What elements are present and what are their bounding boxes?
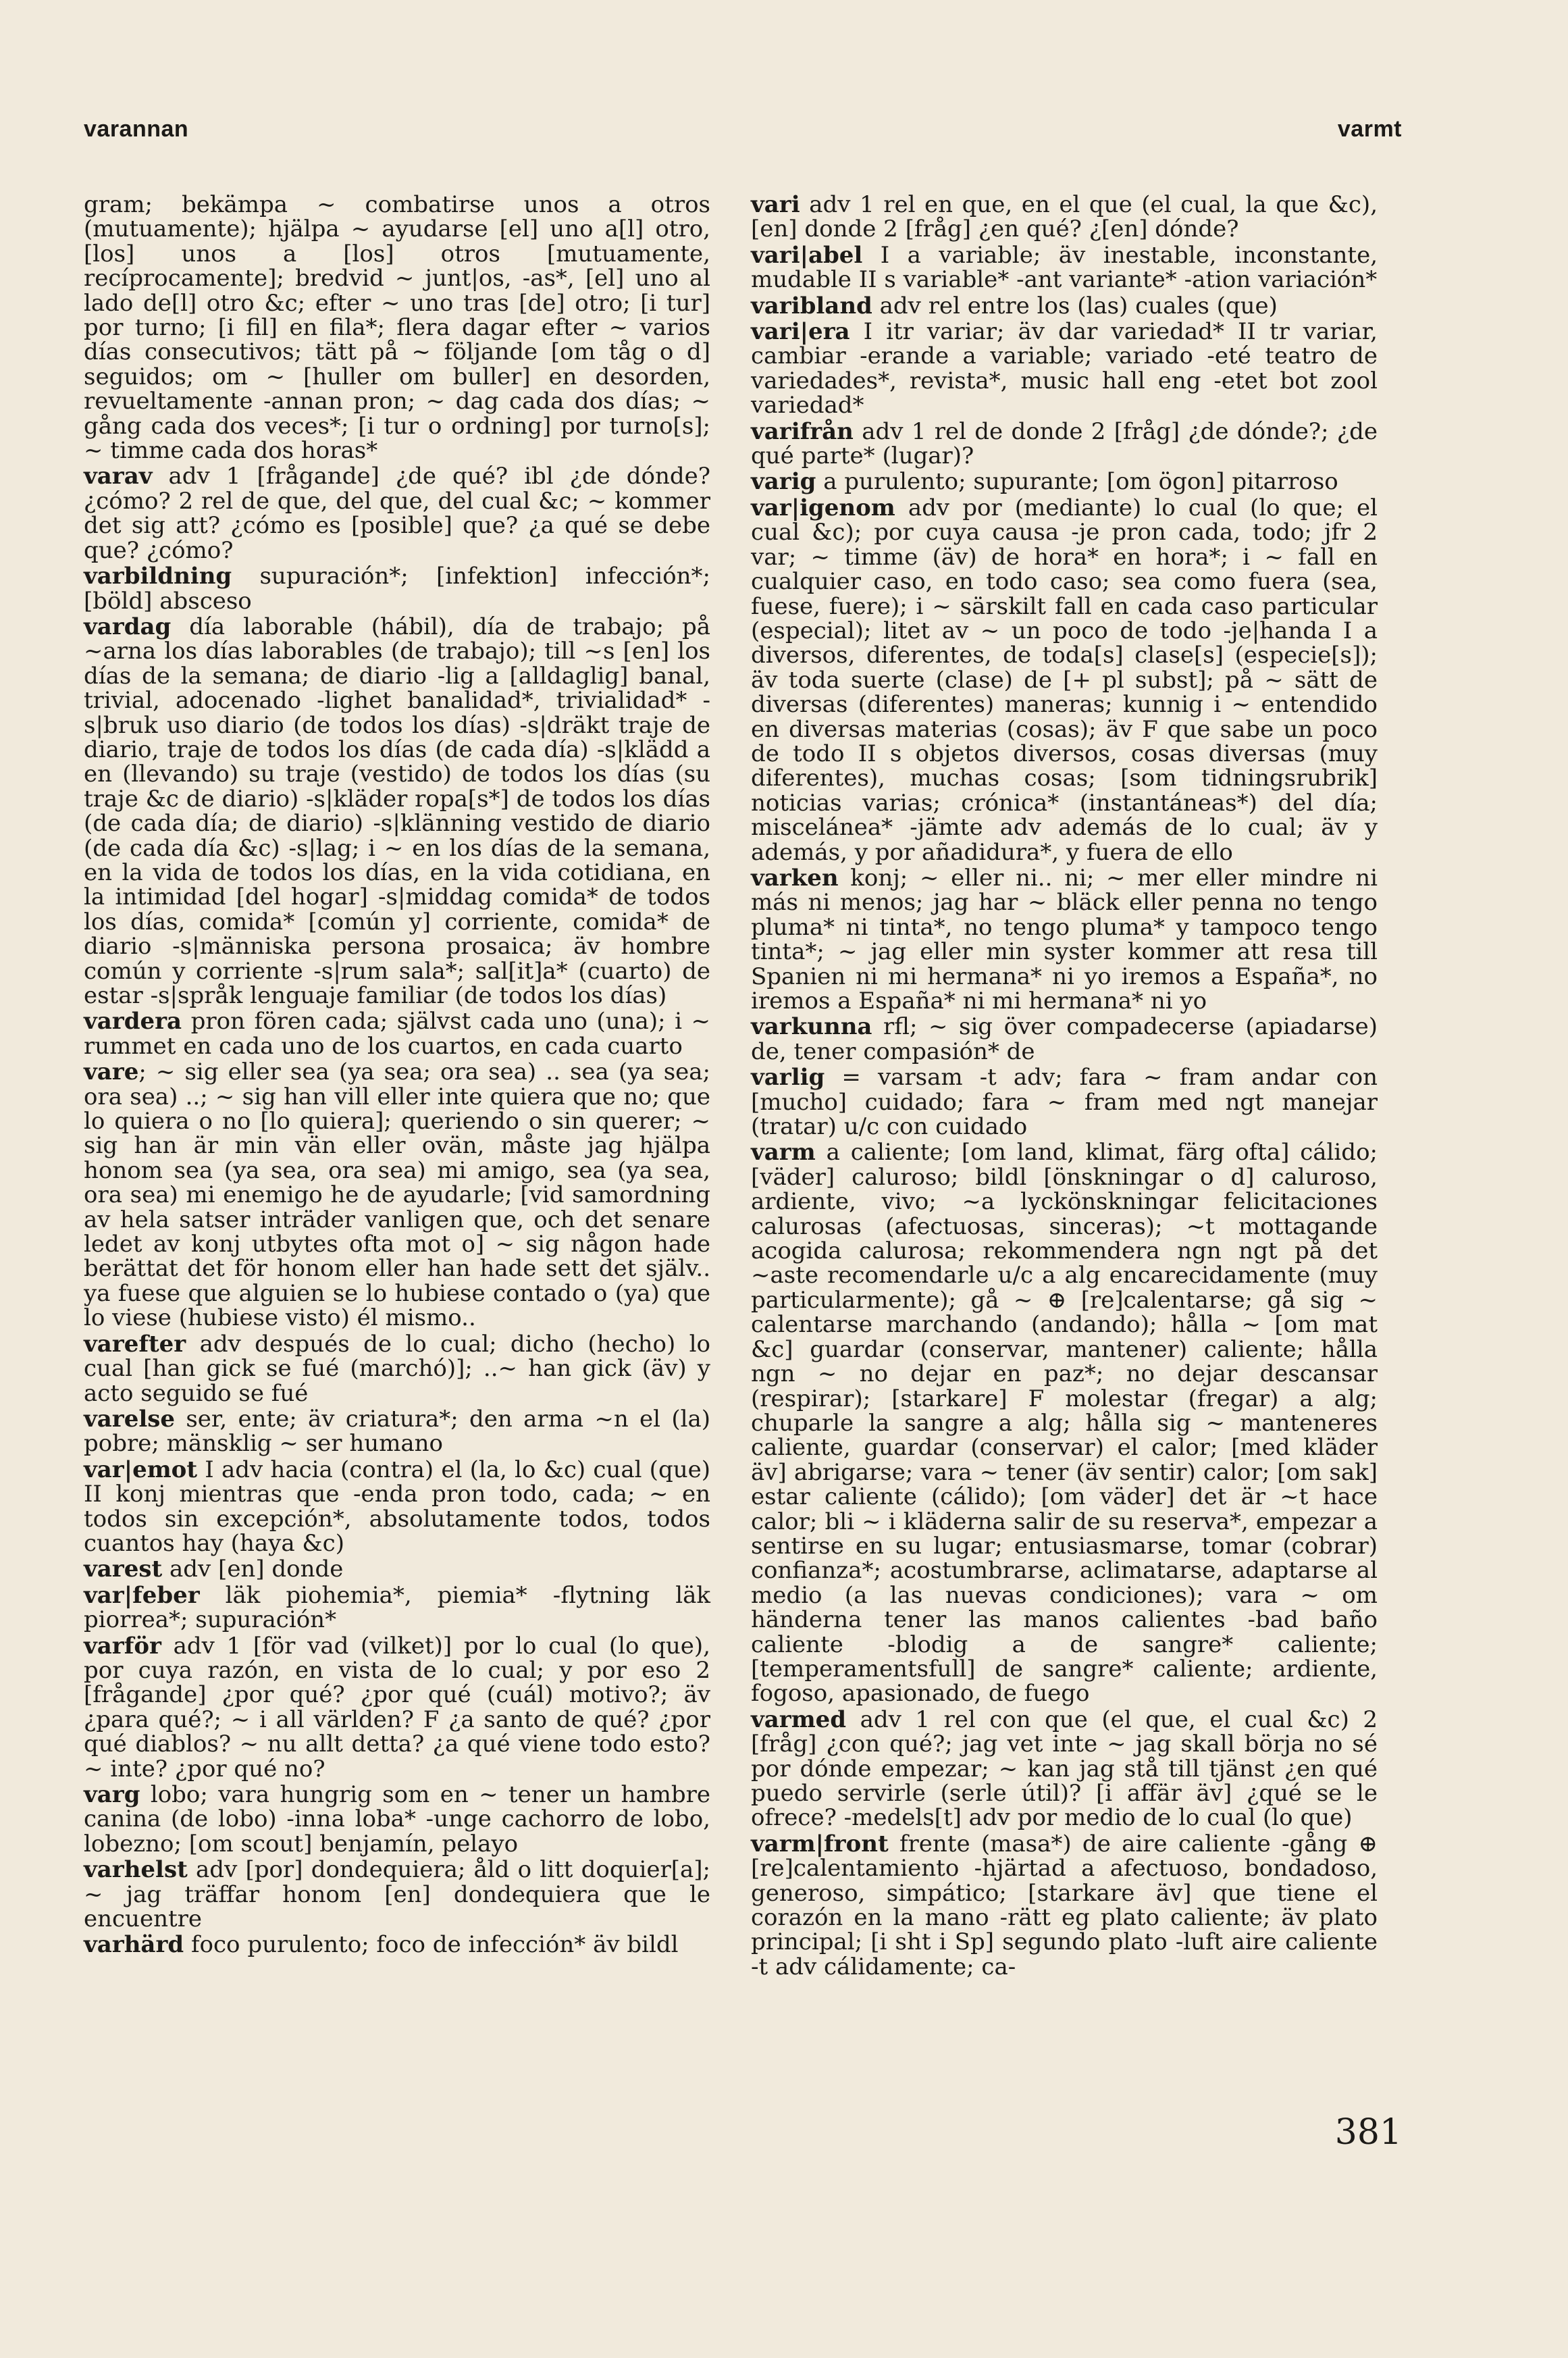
entry-body: adv 1 [frågande] ¿de qué? ibl ¿de dónde? ¿cómo? 2 rel de que, del que, del cual &c; ~ kommer det sig att? ¿cómo es [posible] que? ¿a qué se debe que? ¿cómo?	[84, 463, 711, 564]
entry-body: läk piohemia*, piemia* -flytning läk piorrea*; supuración*	[84, 1581, 710, 1634]
headword: vari|era	[751, 318, 850, 346]
headword: var|feber	[84, 1581, 200, 1609]
entry	[84, 1857, 710, 1931]
headword: var|igenom	[751, 494, 895, 521]
headword: varibland	[751, 292, 872, 319]
entry	[84, 615, 710, 1008]
headword: varav	[84, 463, 153, 490]
headword: varm|front	[751, 1830, 889, 1857]
entry	[84, 564, 710, 613]
entry-body: I adv hacia (contra) el (la, lo &c) cual (que) II konj mientras que -enda pron todo, cada; ~ en todos sin excepción*, absolutamente todos, todos cuantos hay (haya &c)	[84, 1456, 710, 1557]
page-number: 381	[1334, 2112, 1402, 2153]
entry	[751, 866, 1378, 1013]
entry	[751, 1015, 1378, 1064]
entry	[751, 243, 1378, 292]
entry	[751, 469, 1378, 494]
entry-body: gram; bekämpa ~ combatirse unos a otros (mutuamente); hjälpa ~ ayudarse [el] uno a[l] otro, [los] unos a [los] otros [mutuamente, recíprocamente]; bredvid ~ junt|os, -as*, [el] uno al lado de[l] otro &c; efter ~ uno tras [de] otro; [i tur] por turno; [i fil] en fila*; flera dagar efter ~ varios días consecutivos; tätt på ~ följande [om tåg o d] seguidos; om ~ [huller om buller] en desorden, revueltamente -annan pron; ~ dag cada dos días; ~ gång cada dos veces*; [i tur o ordning] por turno[s]; ~ timme cada dos horas*	[84, 191, 710, 465]
right-column	[751, 193, 1378, 1979]
entry	[84, 1458, 710, 1556]
entry-body: supuración*; [infektion] infección*; [böld] absceso	[84, 563, 710, 615]
headword: varig	[751, 468, 816, 496]
entry-body: adv 1 rel de donde 2 [fråg] ¿de dónde?; ¿de qué parte* (lugar)?	[751, 417, 1378, 470]
entry-body: ser, ente; äv criatura*; den arma ~n el (la) pobre; mänsklig ~ ser humano	[84, 1405, 710, 1458]
entry-body: frente (masa*) de aire caliente -gång ⊕ [re]calentamiento -hjärtad a afectuoso, bondadoso, generoso, simpático; [starkare äv] que tiene el corazón en la mano -rätt eg plato caliente; äv plato principal; [i sht i Sp] segundo plato -luft aire caliente -t adv cálidamente; ca-	[751, 1830, 1378, 1980]
entry	[84, 1557, 710, 1581]
entry	[751, 1832, 1378, 1979]
entry	[751, 1065, 1378, 1139]
headword: varhärd	[84, 1931, 184, 1959]
entry-body: = varsam -t adv; fara ~ fram andar con [mucho] cuidado; fara ~ fram med ngt manejar (tratar) u/c con cuidado	[751, 1064, 1378, 1141]
entry-body: adv 1 rel con que (el que, el cual &c) 2 [fråg] ¿con qué?; jag vet inte ~ jag skall börja no sé por dónde empezar; ~ kan jag stå till tjänst ¿en qué puedo servirle (serle útil)? [i affär äv] ¿qué se le ofrece? -medels[t] adv por medio de lo cual (lo que)	[751, 1706, 1378, 1832]
headword: varbildning	[84, 563, 232, 590]
headword: vardera	[84, 1008, 182, 1035]
entry	[751, 294, 1378, 318]
entry-body: adv 1 rel en que, en el que (el cual, la que &c), [en] donde 2 [fråg] ¿en qué? ¿[en] dónde?	[751, 191, 1378, 243]
entry	[751, 193, 1378, 242]
headword: varefter	[84, 1330, 186, 1358]
headword: var|emot	[84, 1456, 198, 1483]
headword: varg	[84, 1781, 140, 1808]
entry	[84, 1407, 710, 1456]
headword: varför	[84, 1632, 161, 1660]
entry-body: konj; ~ eller ni.. ni; ~ mer eller mindre ni más ni menos; jag har ~ bläck eller penna no tengo pluma* ni tinta*, no tengo pluma* y tampoco tengo tinta*; ~ jag eller min syster kommer att resa till Spanien ni mi hermana* ni yo iremos a España*, no iremos a España* ni mi hermana* ni yo	[751, 864, 1378, 1015]
entry	[84, 1634, 710, 1781]
entry	[751, 319, 1378, 418]
entry	[751, 1140, 1378, 1706]
entry-body: a caliente; [om land, klimat, färg ofta] cálido; [väder] caluroso; bildl [önskningar o d] caluroso, ardiente, vivo; ~a lyckönskningar felicitaciones calurosas (afectuosas, sinceras); ~t mottagande acogida calurosa; rekommendera ngn ngt på det ~aste recomendarle u/c a alg encarecidamente (muy particularmente); gå ~ ⊕ [re]calentarse; gå sig ~ calentarse marchando (andando); hålla ~ [om mat &c] guardar (conservar, mantener) caliente; hålla ngn ~ no dejar en paz*; no dejar descansar (respirar); [starkare] F molestar (fregar) a alg; chuparle la sangre a alg; hålla sig ~ manteneres caliente, guardar (conservar) el calor; [med kläder äv] abrigarse; vara ~ tener (äv sentir) calor; [om sak] estar caliente (cálido); [om väder] det är ~t hace calor; bli ~ i kläderna salir de su reserva*, empezar a sentirse en su lugar; entusiasmarse, tomar (cobrar) confianza*; acostumbrarse, aclimatarse, adaptarse al medio (a las nuevas condiciones); vara ~ om händerna tener las manos calientes -bad baño caliente -blodig a de sangre* caliente; [temperamentsfull] de sangre* caliente; ardiente, fogoso, apasionado, de fuego	[751, 1139, 1378, 1708]
headword: varhelst	[84, 1856, 188, 1884]
headword: vari|abel	[751, 241, 863, 269]
entry-body: adv 1 [för vad (vilket)] por lo cual (lo que), por cuya razón, en vista de lo cual; y por eso 2 [frågande] ¿por qué? ¿por qué (cuál) motivo?; äv ¿para qué?; ~ i all världen? F ¿a santo de qué? ¿por qué diablos? ~ nu allt detta? ¿a qué viene todo esto? ~ inte? ¿por qué no?	[84, 1632, 710, 1783]
entry-body: adv por (mediante) lo cual (lo que; el cual &c); por cuya causa -je pron cada, todo; jfr 2 var; ~ timme (äv) de hora* en hora*; i ~ fall en cualquier caso, en todo caso; sea como fuera (sea, fuese, fuere); i ~ särskilt fall en cada caso particular (especial); litet av ~ un poco de todo -je|handa I a diversos, diferentes, de toda[s] clase[s] (especie[s]); äv toda suerte (clase) de [+ pl subst]; på ~ sätt de diversas (diferentes) maneras; kunnig i ~ entendido en diversas materias (cosas); äv F que sabe un poco de todo II s objetos diversos, cosas diversas (muy diferentes), muchas cosas; [som tidningsrubrik] noticias varias; crónica* (instantáneas*) del día; miscelánea* -jämte adv además de lo cual; äv y además, y por añadidura*, y fuera de ello	[751, 494, 1378, 866]
running-head-left: varannan	[84, 116, 189, 142]
entry-body: lobo; vara hungrig som en ~ tener un hambre canina (de lobo) -inna loba* -unge cachorro de lobo, lobezno; [om scout] benjamín, pelayo	[84, 1781, 710, 1857]
entry-body: adv después de lo cual; dicho (hecho) lo cual [han gick se fué (marchó)]; ..~ han gick (äv) y acto seguido se fué	[84, 1330, 710, 1407]
entry-body: foco purulento; foco de infección* äv bildl	[190, 1931, 679, 1959]
entry-body: día laborable (hábil), día de trabajo; på ~arna los días laborables (de trabajo); till ~s [en] los días de la semana; de diario -lig a [alldaglig] banal, trivial, adocenado -lighet banalidad*, trivialidad* -s|bruk uso diario (de todos los días) -s|dräkt traje de diario, traje de todos los días (de cada día) -s|klädd a en (llevando) su traje (vestido) de todos los días (su traje &c de diario) -s|kläder ropa[s*] de todos los días (de cada día; de diario) -s|klänning vestido de diario (de cada día &c) -s|lag; i ~ en los días de la semana, en la vida de todos los días, en la vida cotidiana, en la intimidad [del hogar] -s|middag comida* de todos los días, comida* [común y] corriente, comida* de diario -s|människa persona prosaica; äv hombre común y corriente -s|rum sala*; sal[it]a* (cuarto) de estar -s|språk lenguaje familiar (de todos los días)	[84, 613, 711, 1009]
entry	[84, 464, 710, 563]
entry	[84, 1583, 710, 1633]
headword: varm	[751, 1139, 816, 1167]
entry-body: a purulento; supurante; [om ögon] pitarroso	[823, 468, 1338, 496]
headword: varkunna	[751, 1013, 872, 1041]
entry	[84, 1332, 710, 1406]
entry	[751, 496, 1378, 865]
entry-body: pron fören cada; självst cada uno (una); i ~ rummet en cada uno de los cuartos, en cada cuarto	[84, 1008, 711, 1060]
entry-body: adv rel entre los (las) cuales (que)	[879, 292, 1278, 319]
headword: varifrån	[751, 417, 854, 445]
entry	[84, 1060, 710, 1330]
headword: varken	[751, 864, 839, 892]
entry-body: adv [por] dondequiera; åld o litt doquier[a]; ~ jag träffar honom [en] dondequiera que le encuentre	[84, 1856, 710, 1933]
left-column	[84, 193, 710, 1957]
entry-body: adv [en] donde	[169, 1556, 344, 1583]
headword: varelse	[84, 1405, 176, 1433]
headword: varlig	[751, 1064, 825, 1092]
entry	[751, 419, 1378, 469]
entry-body: ; ~ sig eller sea (ya sea; ora sea) .. sea (ya sea; ora sea) ..; ~ sig han vill eller inte quiera que no; que lo quiera o no [lo quiera]; queriendo o sin querer; ~ sig han är min vän eller ovän, måste jag hjälpa honom sea (ya sea, ora sea) mi amigo, sea (ya sea, ora sea) mi enemigo he de ayudarle; [vid samordning av hela satser inträder vanligen que, och det senare ledet av konj utbytes ofta mot o] ~ sig någon hade berättat det för honom eller han hade sett det själv.. ya fuese que alguien se lo hubiese contado o (ya) que lo viese (hubiese visto) él mismo..	[84, 1058, 710, 1332]
headword: varest	[84, 1556, 163, 1583]
entry	[84, 1932, 710, 1957]
headword: varmed	[751, 1706, 847, 1733]
entry	[84, 1009, 710, 1058]
headword: vare	[84, 1058, 139, 1086]
entry	[84, 193, 710, 463]
headword: vardag	[84, 613, 172, 640]
entry-body: I itr variar; äv dar variedad* II tr variar, cambiar -erande a variable; variado -eté teatro de variedades*, revista*, music hall eng -etet bot zool variedad*	[751, 318, 1378, 419]
running-head-right: varmt	[1337, 116, 1402, 142]
entry-body: rfl; ~ sig över compadecerse (apiadarse) de, tener compasión* de	[751, 1013, 1378, 1065]
headword: vari	[751, 191, 800, 218]
entry	[751, 1708, 1378, 1830]
entry	[84, 1783, 710, 1856]
entry-body: I a variable; äv inestable, inconstante, mudable II s variable* -ant variante* -ation variación*	[751, 241, 1378, 294]
